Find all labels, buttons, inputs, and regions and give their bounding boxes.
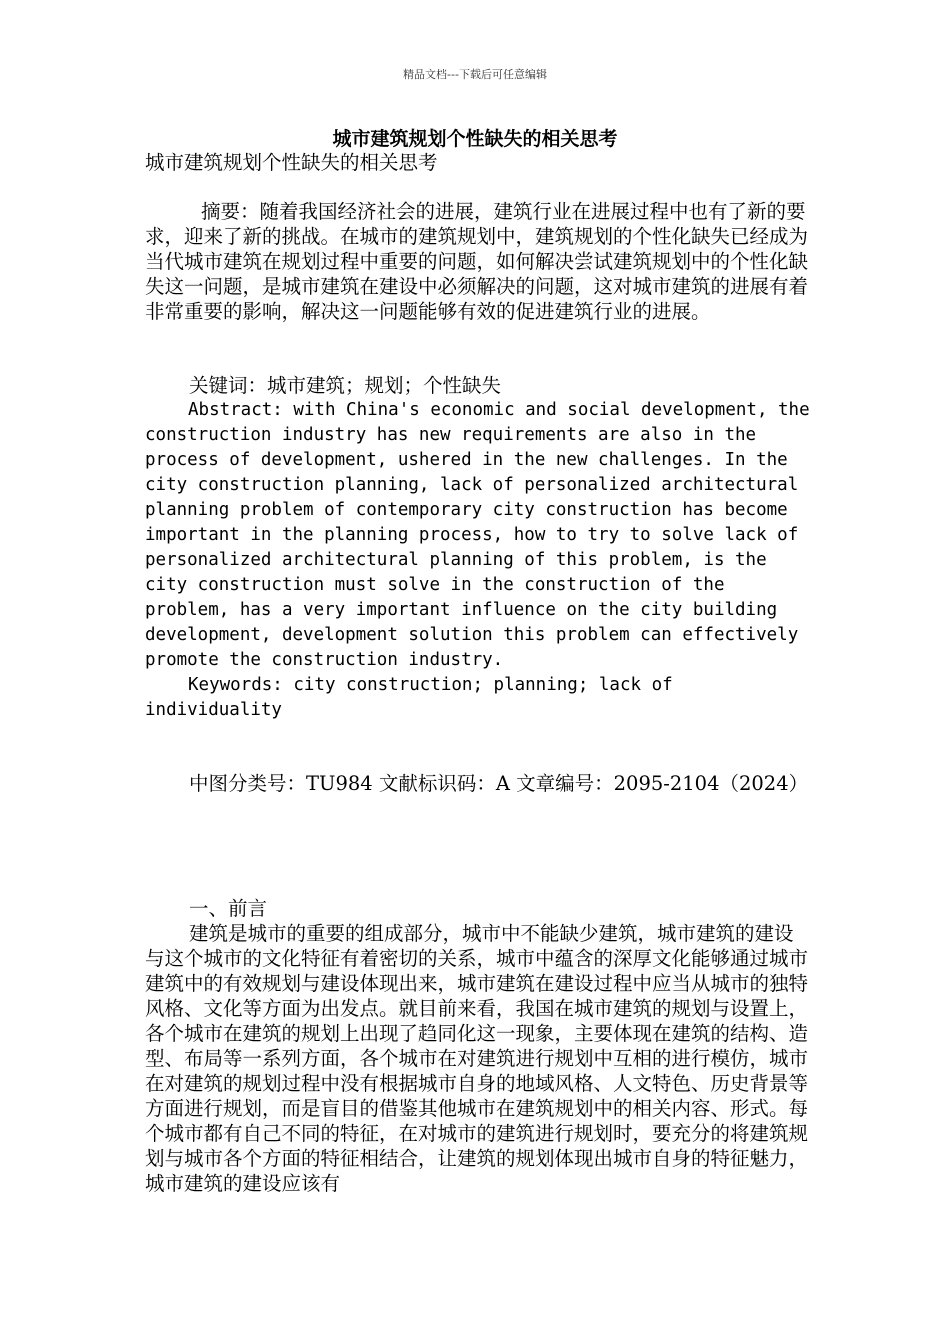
abstract-en-block (145, 398, 810, 723)
abstract-cn-block (145, 199, 810, 324)
document-subtitle (145, 150, 810, 175)
section1-heading: 一、前言 (189, 897, 268, 920)
classification-line: 中图分类号：TU984 文献标识码：A 文章编号：2095-2104（2024） (189, 772, 809, 795)
keywords-cn: 关键词：城市建筑；规划；个性缺失 (189, 374, 502, 397)
keywords-cn-block (145, 373, 810, 398)
page-header-note: 精品文档---下载后可任意编辑 (403, 68, 547, 81)
keywords-en: Keywords: city construction; planning; lack of individuality (145, 675, 673, 720)
abstract-en: Abstract: with China's economic and social development, the construction industry has new requirements are also in the process of development, ushered in the new challenges. In the city construction planning, lack of personalized architectural planning problem of contemporary city construction has become important in the planning process, how to try to solve lack of personalized architectural planning of this problem, is the city construction must solve in the construction of the problem, has a very important influence on the city building development, development solution this problem can effectively promote the construction industry. (145, 400, 810, 670)
classification-block (145, 771, 810, 796)
section1 (145, 896, 810, 1196)
document-title: 城市建筑规划个性缺失的相关思考 (332, 128, 618, 150)
section1-paragraph: 建筑是城市的重要的组成部分，城市中不能缺少建筑，城市建筑的建设与这个城市的文化特征有着密切的关系，城市中蕴含的深厚文化能够通过城市建筑中的有效规划与建设体现出来，城市建筑在建设过程中应当从城市的独特风格、文化等方面为出发点。就目前来看，我国在城市建筑的规划与设置上，各个城市在建筑的规划上出现了趋同化这一现象，主要体现在建筑的结构、造型、布局等一系列方面，各个城市在对建筑进行规划中互相的进行模仿，城市在对建筑的规划过程中没有根据城市自身的地域风格、人文特色、历史背景等方面进行规划，而是盲目的借鉴其他城市在建筑规划中的相关内容、形式。每个城市都有自己不同的特征，在对城市的建筑进行规划时，要充分的将建筑规划与城市各个方面的特征相结合，让建筑的规划体现出城市自身的特征魅力，城市建筑的建设应该有 (145, 922, 809, 1195)
subtitle-text: 城市建筑规划个性缺失的相关思考 (145, 151, 438, 174)
abstract-cn: 摘要：随着我国经济社会的进展，建筑行业在进展过程中也有了新的要求，迎来了新的挑战。在城市的建筑规划中，建筑规划的个性化缺失已经成为当代城市建筑在规划过程中重要的问题，如何解决尝试建筑规划中的个性化缺失这一问题，是城市建筑在建设中必须解决的问题，这对城市建筑的进展有着非常重要的影响，解决这一问题能够有效的促进建筑行业的进展。 (145, 200, 809, 323)
